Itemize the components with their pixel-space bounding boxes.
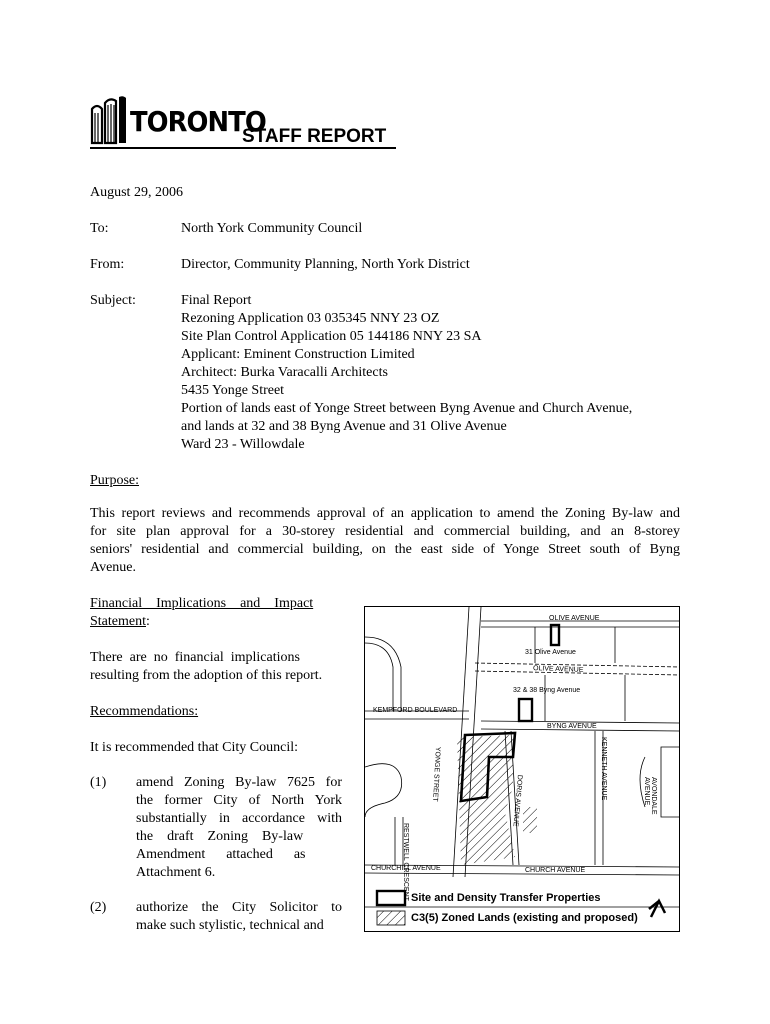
financial-heading-line1: Financial Implications and Impact xyxy=(90,596,314,611)
recommendations-intro: It is recommended that City Council: xyxy=(90,740,299,755)
header-rule xyxy=(90,147,396,149)
street-label-kempford: KEMPFORD BOULEVARD xyxy=(373,707,458,714)
street-label-kenneth: KENNETH AVENUE xyxy=(600,737,607,801)
street-label-restwell: RESTWELL CRESCENT xyxy=(402,823,409,901)
subject-line: Ward 23 - Willowdale xyxy=(181,437,305,452)
subject-line: Architect: Burka Varacalli Architects xyxy=(181,365,388,380)
financial-heading-line2: Statement xyxy=(90,614,146,629)
recommendation-line: the draft Zoning By-law xyxy=(136,829,304,844)
financial-heading-colon: : xyxy=(146,614,150,629)
recommendation-line: substantially in accordance with xyxy=(136,811,342,826)
map-drawing xyxy=(365,607,680,932)
recommendation-line: authorize the City Solicitor to xyxy=(136,900,342,915)
city-hall-icon xyxy=(90,95,128,145)
street-label-doris: DORIS AVENUE xyxy=(511,774,523,827)
to-label: To: xyxy=(90,221,109,236)
subject-line: Site Plan Control Application 05 144186 NNY 23 SA xyxy=(181,329,482,344)
financial-heading xyxy=(90,595,342,631)
subject-line: Final Report xyxy=(181,293,252,308)
recommendation-item xyxy=(136,899,342,935)
site-label-olive: 31 Olive Avenue xyxy=(525,649,576,656)
logo-word: TORONTO xyxy=(130,105,266,138)
site-label-byng: 32 & 38 Byng Avenue xyxy=(513,687,581,694)
recommendation-line: Attachment 6. xyxy=(136,865,216,880)
report-date: August 29, 2006 xyxy=(90,185,183,200)
subject-line: 5435 Yonge Street xyxy=(181,383,285,398)
street-label-church: CHURCH AVENUE xyxy=(525,867,586,874)
recommendations-heading: Recommendations: xyxy=(90,704,199,719)
recommendation-item xyxy=(136,774,342,882)
recommendation-number: (1) xyxy=(90,775,107,790)
subject-line: Portion of lands east of Yonge Street between Byng Avenue and Church Avenue, xyxy=(181,401,633,416)
subject-line: Rezoning Application 03 035345 NNY 23 OZ xyxy=(181,311,440,326)
purpose-heading: Purpose: xyxy=(90,473,139,488)
recommendation-line: amend Zoning By-law 7625 for xyxy=(136,775,342,790)
legend-transfer: Site and Density Transfer Properties xyxy=(411,892,601,904)
financial-line: resulting from the adoption of this report. xyxy=(90,668,323,683)
subject-label: Subject: xyxy=(90,293,136,308)
from-label: From: xyxy=(90,257,125,272)
recommendation-line: make such stylistic, technical and xyxy=(136,918,324,933)
purpose-line: This report reviews and recommends approval of an application to amend the Zoning By-law and xyxy=(90,506,680,521)
street-label-yonge: YONGE STREET xyxy=(431,746,441,802)
purpose-body xyxy=(90,505,680,577)
street-label-avondale: AVONDALE AVENUE xyxy=(643,777,657,815)
purpose-line: Avenue. xyxy=(90,560,136,575)
recommendation-number: (2) xyxy=(90,900,107,915)
legend-zoned: C3(5) Zoned Lands (existing and proposed) xyxy=(411,912,638,924)
logo xyxy=(90,95,400,151)
recommendation-line: Amendment attached as xyxy=(136,847,306,862)
street-label-olive-2: OLIVE AVENUE xyxy=(532,665,584,674)
from-value: Director, Community Planning, North York District xyxy=(181,257,470,272)
recommendation-line: the former City of North York xyxy=(136,793,342,808)
subject-line: Applicant: Eminent Construction Limited xyxy=(181,347,415,362)
report-title: STAFF REPORT xyxy=(242,126,387,147)
financial-body xyxy=(90,649,342,685)
financial-line: There are no financial implications xyxy=(90,650,300,665)
location-map xyxy=(364,606,680,932)
to-value: North York Community Council xyxy=(181,221,363,236)
street-label-churchill: CHURCHILL AVENUE xyxy=(371,865,441,872)
subject-line: and lands at 32 and 38 Byng Avenue and 31 Olive Avenue xyxy=(181,419,507,434)
subject-block xyxy=(181,292,701,454)
purpose-line: seniors' residential and commercial building, on the east side of Yonge Street south of Byng xyxy=(90,542,680,557)
street-label-byng: BYNG AVENUE xyxy=(547,723,597,730)
purpose-line: for site plan approval for a 30-storey residential and commercial building, and an 8-storey xyxy=(90,524,680,539)
north-arrow-icon xyxy=(645,897,669,921)
street-label-olive: OLIVE AVENUE xyxy=(549,615,600,622)
